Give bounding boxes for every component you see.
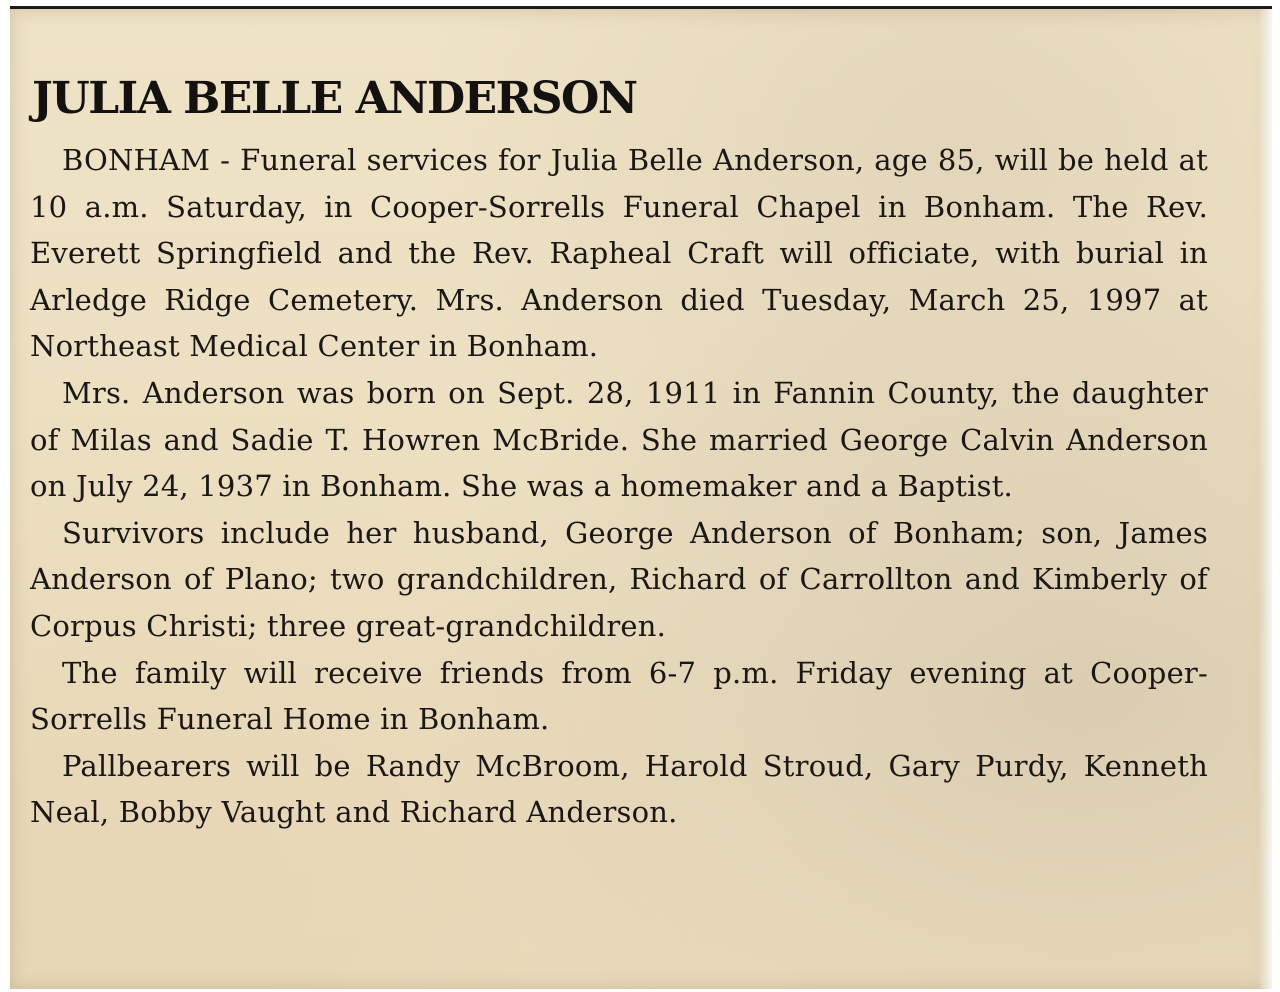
obituary-body <box>30 137 1208 836</box>
paper-edge <box>1258 9 1272 989</box>
newspaper-clipping <box>10 6 1272 989</box>
paragraph-visitation: The family will receive friends from 6-7 p.m. Friday evening at Cooper-Sorrells Funeral Home in Bonham. <box>30 655 1208 737</box>
paragraph-survivors: Survivors include her husband, George Anderson of Bonham; son, James Anderson of Plano; two grandchildren, Richard of Carrollton and Kimberly of Corpus Christi; three great-grandchildren. <box>30 515 1208 643</box>
obituary-headline: JULIA BELLE ANDERSON <box>32 73 637 124</box>
paragraph-services: BONHAM - Funeral services for Julia Belle Anderson, age 85, will be held at 10 a.m. Saturday, in Cooper-Sorrells Funeral Chapel in Bonham. The Rev. Everett Springfield and the Rev. Rapheal Craft will officiate, with burial in Arledge Ridge Cemetery. Mrs. Anderson died Tuesday, March 25, 1997 at Northeast Medical Center in Bonham. <box>30 143 1208 364</box>
paragraph-pallbearers: Pallbearers will be Randy McBroom, Harold Stroud, Gary Purdy, Kenneth Neal, Bobby Vaught and Richard Anderson. <box>30 748 1208 830</box>
paragraph-biography: Mrs. Anderson was born on Sept. 28, 1911 in Fannin County, the daughter of Milas and Sadie T. Howren McBride. She married George Calvin Anderson on July 24, 1937 in Bonham. She was a homemaker and a Baptist. <box>30 375 1208 504</box>
